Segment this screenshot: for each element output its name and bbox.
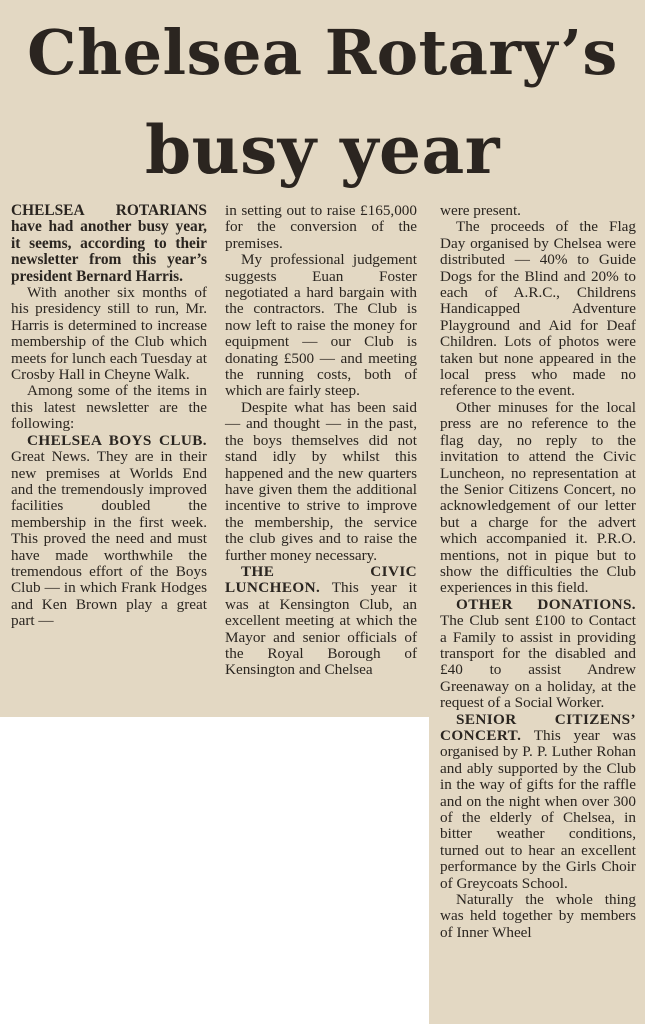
section-heading-boys-club: CHELSEA BOYS CLUB. (27, 431, 207, 449)
paragraph-civic-luncheon (225, 564, 417, 679)
paragraph: Other minuses for the local press are no reference to the flag day, no reply to the invitation to attend the Civic Luncheon, no representation at the Senior Citizens Concert, no acknowledgement of our letter but a charge for the advert which accompanied it. P.R.O. mentions, not in pique but to show the difficulties the Club experiences in this field. (440, 398, 636, 597)
paragraph-body: The Club sent £100 to Contact a Family to assist in providing transport for the disabled and £40 to assist Andrew Greenaway on a holiday, at the request of a Social Worker. (440, 612, 636, 712)
section-heading-other-donations: OTHER DONATIONS. (456, 595, 636, 613)
paragraph: in setting out to raise £165,000 for the conversion of the premises. (225, 202, 417, 252)
paragraph: were present. (440, 202, 521, 219)
paragraph: Despite what has been said — and thought — in the past, the boys themselves did not stand idly by whilst this happened and the new quarters have given them the additional incentive to strive to improve the membership, the service the club gives and to raise the further money necessary. (225, 398, 417, 564)
article-column-2 (225, 203, 417, 679)
paragraph: Naturally the whole thing was held together by members of Inner Wheel (440, 891, 636, 941)
paragraph-body: This year it was at Kensington Club, an excellent meeting at which the Mayor and senior officials of the Royal Borough of Kensington and Chelsea (225, 579, 417, 679)
paragraph: With another six months of his presidency still to run, Mr. Harris is determined to increase membership of the Club which meets for lunch each Tuesday at Crosby Hall in Cheyne Walk. (11, 284, 207, 384)
article-column-1 (11, 203, 207, 630)
section-heading-senior-citizens-concert: SENIOR CITIZENS’ CONCERT. (440, 710, 636, 744)
paragraph-body: This year was organised by P. P. Luther Rohan and ably supported by the Club in the way of gifts for the raffle and on the night when over 300 of the elderly of Chelsea, in bitter weather conditions, turned out to hear an excellent performance by the Girls Choir of Greycoats School. (440, 727, 636, 892)
section-heading-civic-luncheon: THE CIVIC LUNCHEON. (225, 562, 417, 597)
paragraph-senior-citizens-concert (440, 712, 636, 892)
paragraph-boys-club (11, 433, 207, 630)
headline-line-1: Chelsea Rotary’s (27, 16, 618, 89)
article-column-3 (440, 203, 636, 941)
headline-line-2: busy year (145, 111, 500, 189)
paragraph-other-donations (440, 597, 636, 712)
lead-paragraph: CHELSEA ROTARIANS have had another busy year, it seems, according to their newsletter from this year’s president Bernard Harris. (11, 202, 207, 285)
paragraph-body: Great News. They are in their new premises at Worlds End and the tremendously improved facilities doubled the membership in the first week. This proved the need and must have made worthwhile the tremendous effort of the Boys Club — in which Frank Hodges and Ken Brown play a great part — (11, 448, 207, 630)
paragraph: Among some of the items in this latest newsletter are the following: (11, 382, 207, 433)
paragraph: The proceeds of the Flag Day organised by Chelsea were distributed — 40% to Guide Dogs for the Blind and 20% to each of A.R.C., Childrens Handicapped Adventure Playground and Aid for Deaf Children. Lots of photos were taken but none appeared in the local press who made no reference to the event. (440, 218, 636, 400)
paragraph: My professional judgement suggests Euan Foster negotiated a hard bargain with the contractors. The Club is now left to raise the money for equipment — our Club is donating £500 — and meeting the running costs, both of which are fairly steep. (225, 251, 417, 400)
